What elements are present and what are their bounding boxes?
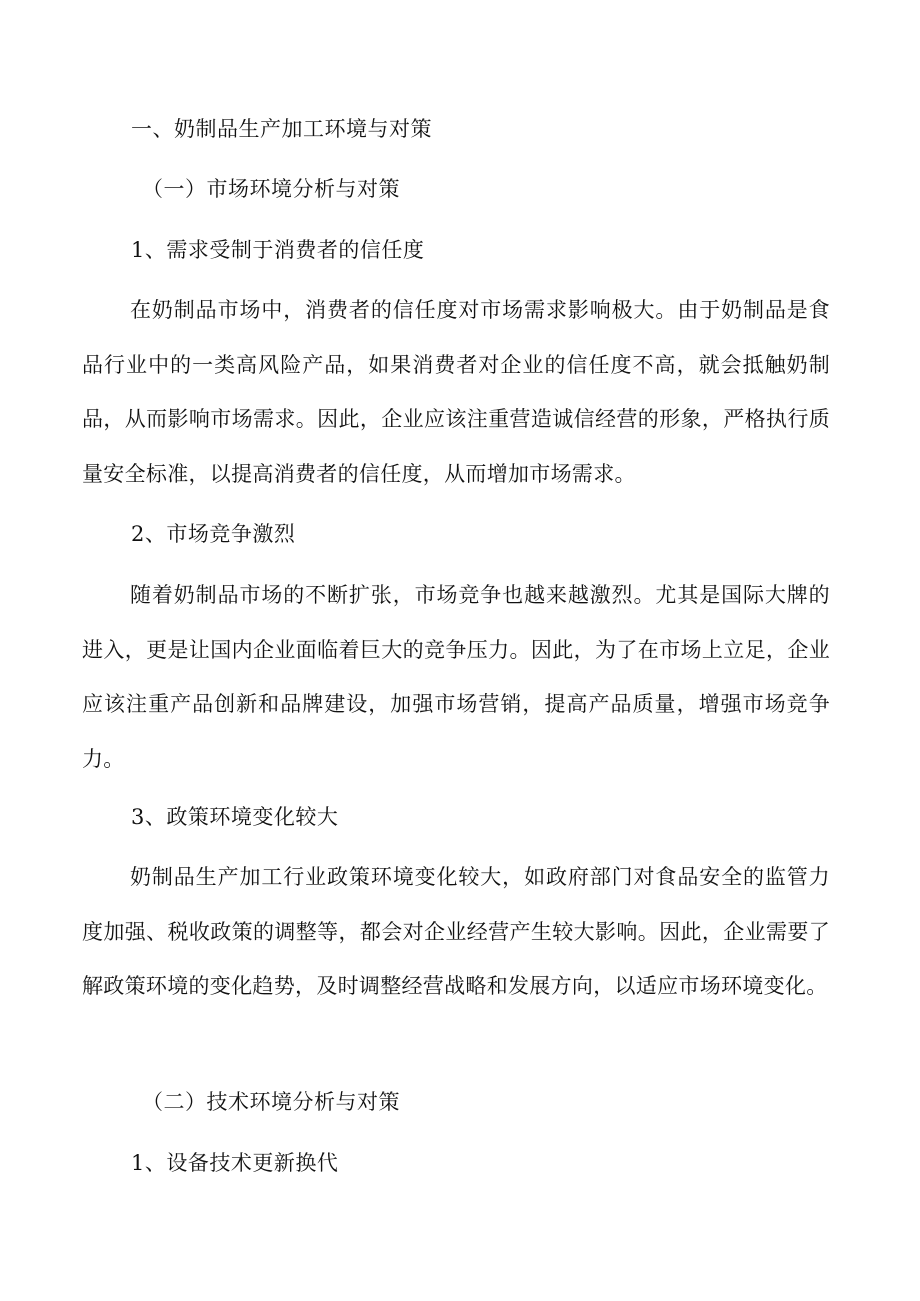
paragraph-consumer-trust: 在奶制品市场中，消费者的信任度对市场需求影响极大。由于奶制品是食品行业中的一类高风险产品，如果消费者对企业的信任度不高，就会抵触奶制品，从而影响市场需求。因此，企业应该注重营造诚信经营的形象，严格执行质量安全标准，以提高消费者的信任度，从而增加市场需求。 xyxy=(82,298,830,486)
subheading-consumer-trust: 1、需求受制于消费者的信任度 xyxy=(131,238,425,262)
subheading-competition: 2、市场竞争激烈 xyxy=(131,522,296,546)
section-heading-market: （一）市场环境分析与对策 xyxy=(142,177,400,201)
subheading-equipment-update: 1、设备技术更新换代 xyxy=(131,1151,339,1175)
paragraph-competition: 随着奶制品市场的不断扩张，市场竞争也越来越激烈。尤其是国际大牌的进入，更是让国内企业面临着巨大的竞争压力。因此，为了在市场上立足，企业应该注重产品创新和品牌建设，加强市场营销，提高产品质量，增强市场竞争力。 xyxy=(82,583,830,771)
subheading-policy: 3、政策环境变化较大 xyxy=(131,805,339,829)
paragraph-policy: 奶制品生产加工行业政策环境变化较大，如政府部门对食品安全的监管力度加强、税收政策的调整等，都会对企业经营产生较大影响。因此，企业需要了解政策环境的变化趋势，及时调整经营战略和发展方向，以适应市场环境变化。 xyxy=(82,865,830,998)
main-heading: 一、奶制品生产加工环境与对策 xyxy=(131,117,432,141)
section-heading-technology: （二）技术环境分析与对策 xyxy=(142,1090,400,1114)
